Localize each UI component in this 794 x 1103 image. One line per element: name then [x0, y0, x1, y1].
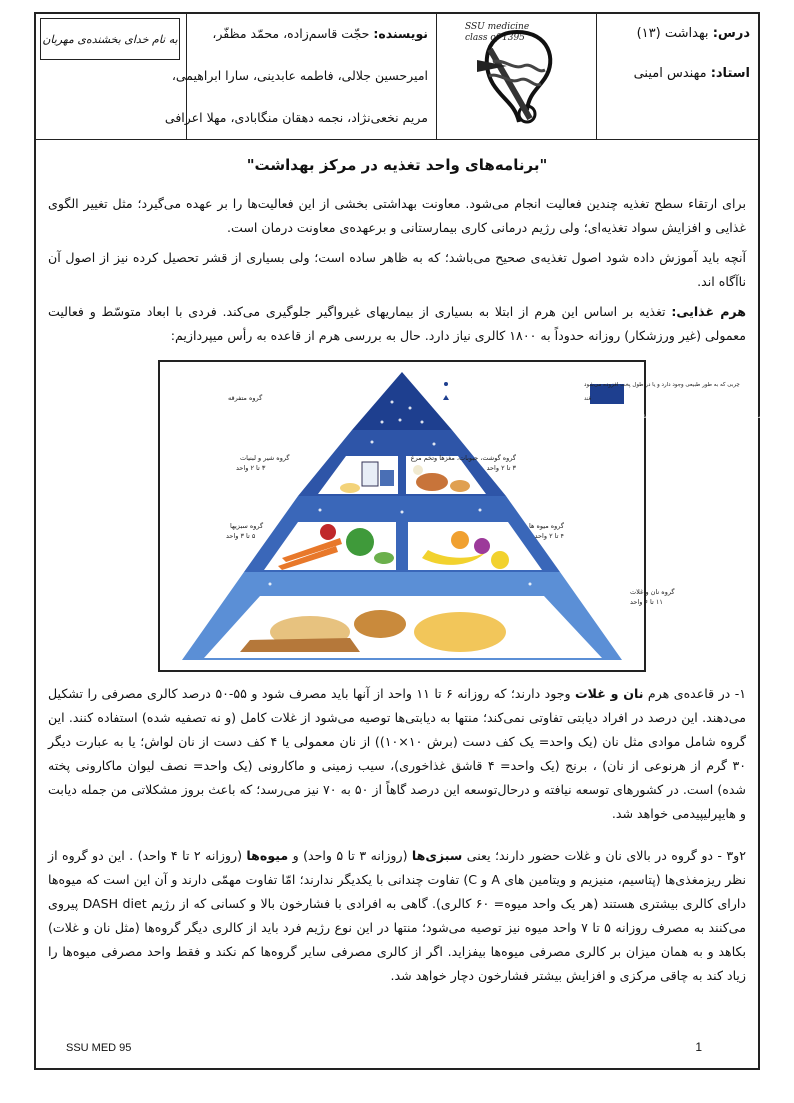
caduceus-stethoscope-logo [437, 14, 597, 139]
food-pyramid-figure [158, 360, 790, 672]
pyramid-heading: هرم غذایی: [671, 304, 746, 319]
legend-fat-label: چربی که به طور طبیعی وجود دارد و یا در طول پخت افزوده می‌شود [584, 382, 740, 388]
grains-bold: نان و غلات [575, 686, 644, 701]
legend-sugar-icon [443, 395, 449, 400]
paragraph-grains [48, 682, 746, 826]
course-line [637, 26, 750, 41]
teacher-label: استاد: [710, 66, 750, 81]
course-value: بهداشت (۱۳) [636, 26, 709, 41]
label-veg-units: ۵ تا ۳ واحد [226, 532, 256, 540]
logo-cell [436, 14, 596, 139]
label-grain-group: گروه نان و غلات [630, 588, 675, 596]
author-names-1: حجّت قاسم‌زاده، محمّد مظفّر، [212, 26, 370, 41]
page-number: 1 [695, 1040, 702, 1054]
page-title: "برنامه‌های واحد تغذیه در مرکز بهداشت" [246, 156, 548, 174]
label-fruit-group: گروه میوه ها [529, 522, 564, 530]
grains-text-b: وجود دارند؛ که روزانه ۶ تا ۱۱ واحد از آنها باید مصرف شود و ۵۵-۵۰ درصد کالری مصرفی را تشکیل می‌دهند. این درصد در افراد دیابتی تفاوتی نمی‌کند؛ منتها به دیابتی‌ها توصیه می‌شود از غلات کامل (و نه تصفیه شده) استفاده کنند. این گروه شامل موادی مثل نان (یک واحد= یک کف دست (برش ۱۰×۱۰)) از نان معمولی یا ۴ کف دست از نان لواش؛ یا به عبارت دیگر ۳۰ گرم از هرنوعی از نان) ، برنج (یک واحد= ۴ قاشق غذاخوری)، سیب زمینی و ماکارونی (یک واحد= نصف لیوان ماکارونی پخته شده) است. در کشورهای توسعه نیافته و درحال‌توسعه این درصد گاهاً از ۵۰ به ۷۰ نیز می‌رسد؛ که باعث بروز مشکلاتی من جمله دیابت و هایپرلیپیدمی خواهد شد. [48, 686, 746, 821]
teacher-value: مهندس امینی [633, 66, 707, 81]
label-meat-group: گروه گوشت، حبوبات، مغزها وتخم مرغ [410, 454, 516, 462]
label-misc-group: گروه متفرقه [228, 394, 263, 402]
vegfruit-text-a: ۲و۳ - دو گروه در بالای نان و غلات حضور دارند؛ یعنی [462, 848, 747, 863]
paragraph-education: آنچه باید آموزش داده شود اصول تغذیه‌ی صحیح می‌باشد؛ که به ظاهر ساده است؛ ولی بسیاری از قشر تحصیل کرده نیز از اصول آن ناآگاه اند. [48, 250, 746, 289]
course-label: درس: [712, 26, 750, 41]
label-meat-units: ۳ تا ۲ واحد [486, 464, 516, 472]
bismillah-cell [36, 14, 186, 139]
footer-code: SSU MED 95 [66, 1042, 132, 1054]
pyramid-text: تغذیه بر اساس این هرم از ابتلا به بسیاری از بیماریهای غیرواگیر جلوگیری می‌کند. فردی با ابعاد متوسّط و فعالیت معمولی (غیر ورزشکار) روزانه حدوداً به ۱۸۰۰ کالری نیاز دارد. حال به بررسی هرم از قاعده به رأس میپردازیم: [48, 304, 746, 343]
author-line-1 [212, 26, 428, 41]
vegfruit-text-b: (روزانه ۳ تا ۵ واحد) و [288, 848, 412, 863]
author-label: نویسنده: [373, 26, 428, 41]
vegfruit-text-c: (روزانه ۲ تا ۴ واحد) . این دو گروه از نظر ریزمغذی‌ها (پتاسیم، منیزیم و ویتامین های A و C) تفاوت چندانی با یکدیگر ندارند؛ امّا تفاوت مهمّی دارند و آن این است که میوه‌ها دارای کالری بیشتری هستند (هر یک واحد میوه= ۶۰ کالری). گاهی به افرادی با فشارخون بالا و کسانی که از رژیم DASH diet پیروی می‌کنند به مصرف روزانه ۵ تا ۷ واحد میوه نیز توصیه می‌شود؛ منتها در این نوع رژیم فرد باید از کالری دیگر گروه‌ها (مثل نان و غلات) بکاهد و به همان میزان بر کالری مصرفی میوه‌ها بیفزاید. اگر از کالری مصرفی سایر گروه‌ها کم نکند و فقط واحد مصرفی میوه‌ها را زیاد کند به چاقی مرکزی و افزایش بیشتر فشارخون دچار خواهد شد. [48, 848, 746, 983]
grains-text-a: ۱- در قاعده‌ی هرم [643, 686, 747, 701]
header-table [36, 14, 758, 140]
teacher-line [634, 66, 750, 81]
bismillah-box: به نام خدای بخشنده‌ی مهربان [40, 18, 180, 60]
food-pyramid-svg [160, 362, 790, 670]
label-grain-units: ۱۱ تا ۶ واحد [630, 598, 663, 606]
paragraph-intro: برای ارتقاء سطح تغذیه چندین فعالیت انجام می‌شود. معاونت بهداشتی بخشی از این فعالیت‌ها را بر عهده می‌گیرد؛ مثل تغییر الگوی غذایی و افزایش سواد تغذیه‌ای؛ ولی رژیم درمانی کاری بیمارستانی و برعهده‌ی معاونت درمان است. [48, 196, 746, 235]
pyramid-apex [352, 372, 452, 430]
legend-fat-icon [444, 382, 448, 386]
authors-cell [164, 14, 436, 139]
vegfruit-bold-fruit: میوه‌ها [246, 848, 289, 863]
course-cell [596, 14, 758, 139]
author-line-3: مریم نخعی‌نژاد، نجمه دهقان منگابادی، مهلا اعرافی [164, 110, 428, 125]
label-veg-group: گروه سبزیها [230, 522, 264, 530]
vegfruit-bold-veg: سبزی‌ها [411, 848, 463, 863]
label-fruit-units: ۴ تا ۲ واحد [534, 532, 564, 540]
label-dairy-group: گروه شیر و لبنیات [240, 454, 290, 462]
legend-note: این علائم، نشان میدهد که قندها و چربی‌ها، در سایر گروههای غذایی نیز وجود دارند. [600, 414, 790, 420]
logo-text-line1: SSU medicine [465, 22, 530, 32]
paragraph-pyramid [48, 300, 746, 348]
label-dairy-units: ۳ تا ۲ واحد [236, 464, 266, 472]
page-frame [34, 12, 790, 1070]
logo-text-line2: class of 1395 [465, 33, 525, 43]
paragraph-veg-fruit [48, 844, 746, 988]
author-line-2: امیرحسین جلالی، فاطمه عابدینی، سارا ابراهیمی، [171, 68, 428, 83]
legend-sugar-label: قند [584, 396, 592, 402]
